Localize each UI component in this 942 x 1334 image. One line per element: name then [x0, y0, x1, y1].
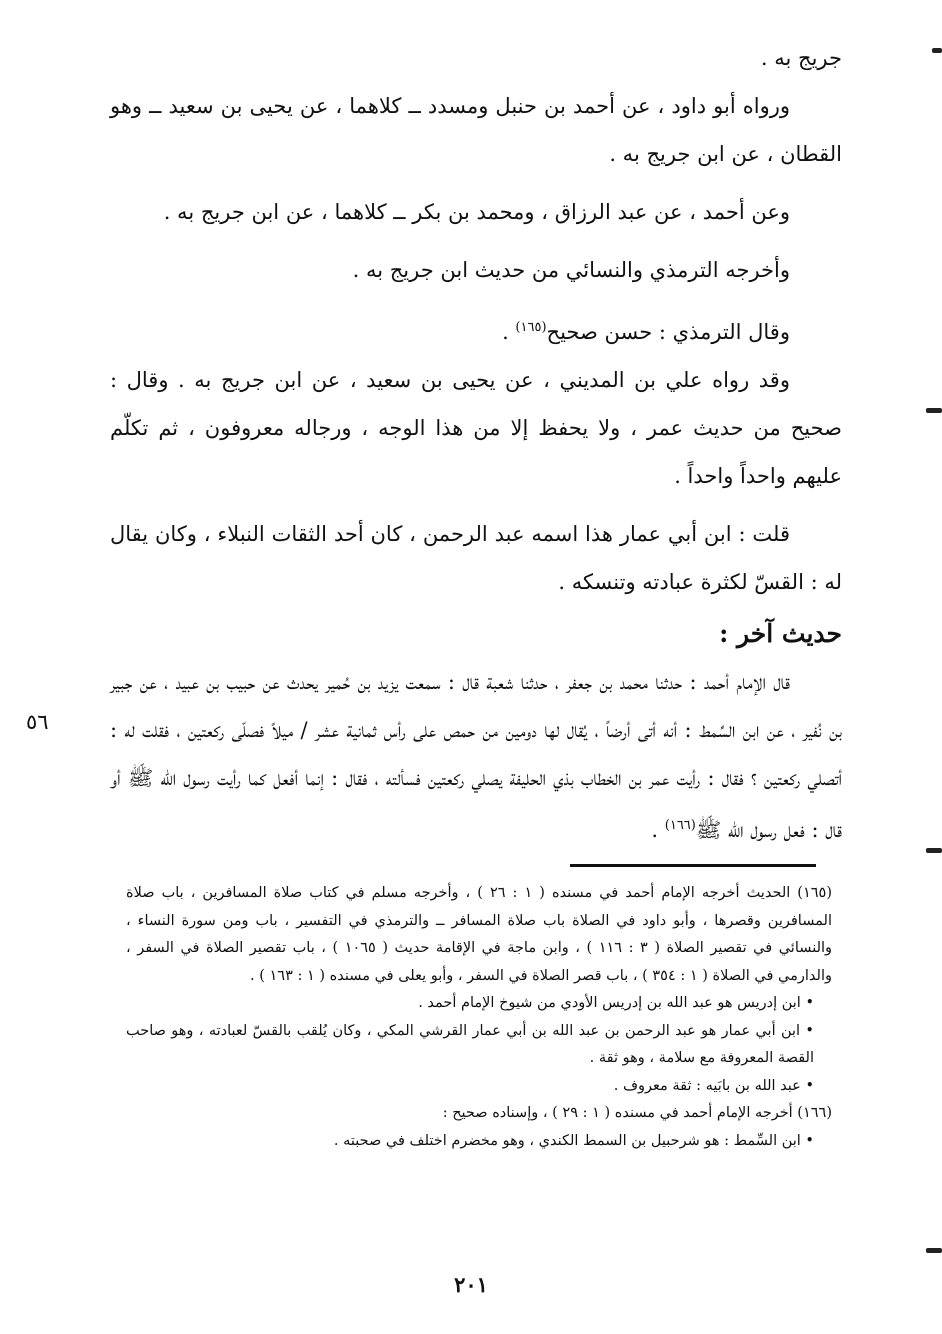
footnote-166: (١٦٦) أخرجه الإمام أحمد في مسنده ( ١ : ٢٩ ) ، وإسناده صحيح :: [442, 1105, 832, 1121]
paragraph-abu-dawud: ورواه أبو داود ، عن أحمد بن حنبل ومسدد ــ كلاهما ، عن يحيى بن سعيد ــ وهو القطان ، عن ابن جريج به .: [110, 94, 842, 166]
footnote-note-ibn-idris: • ابن إدريس هو عبد الله بن إدريس الأودي من شيوخ الإمام أحمد .: [418, 995, 814, 1011]
footnote-ref-165: (١٦٥): [515, 320, 547, 335]
scan-mark: [926, 1248, 942, 1253]
period: .: [651, 818, 665, 842]
footnote-note-abdullah-babayh: • عبد الله بن بابَيه : ثقة معروف .: [613, 1077, 814, 1094]
text-line-1: جريج به .: [760, 46, 842, 70]
paragraph-ahmad: وعن أحمد ، عن عبد الرزاق ، ومحمد بن بكر ــ كلاهما ، عن ابن جريج به .: [163, 200, 790, 224]
page-number: ٢٠١: [454, 1272, 488, 1297]
footnotes: [126, 880, 832, 1155]
section-title: حديث آخر :: [719, 619, 842, 648]
paragraph-ali-madini: وقد رواه علي بن المديني ، عن يحيى بن سعيد ، عن ابن جريج به . وقال : صحيح من حديث عمر ، ولا يحفظ إلا من هذا الوجه ، ورجاله معروفون ، ثم تكلّم عليهم واحداً واحداً .: [110, 368, 842, 488]
scan-mark: [926, 408, 942, 413]
hadith-text: قال الإمام أحمد : حدثنا محمد بن جعفر ، حدثنا شعبة قال : سمعت يزيد بن حُمير يحدث عن حبيب بن عبيد ، عن جبير بن نُفير ، عن ابن السِّمط : أنه أتى أرضاً ، يُقال لها دومين من حمص على رأس ثمانية عشر / ميلاً فصلّى ركعتين ، فقلت له : أتصلي ركعتين ؟ فقال : رأيت عمر بن الخطاب بذي الحليفة يصلي ركعتين فسألته ، فقال : إنما أفعل كما رأيت رسول الله ﷺ أو قال : فعل رسول الله ﷺ: [110, 670, 842, 842]
footnote-note-ibn-simt: • ابن السِّمط : هو شرحبيل بن السمط الكندي ، وهو مخضرم اختلف في صحبته .: [333, 1132, 814, 1149]
scan-mark: [932, 48, 942, 53]
footnote-separator: [570, 864, 816, 867]
period: .: [502, 320, 516, 344]
main-text: [110, 34, 842, 854]
margin-page-number: ٥٦: [26, 710, 49, 734]
footnote-note-ibn-abi-ammar: • ابن أبي عمار هو عبد الرحمن بن عبد الله بن أبي عمار القرشي المكي ، وكان يُلقب بالقسّ لعبادته ، وهو صاحب القصة المعروفة مع سلامة ، وهو ثقة .: [126, 1022, 814, 1066]
paragraph-tirmidhi-nasai: وأخرجه الترمذي والنسائي من حديث ابن جريج به .: [352, 258, 790, 282]
footnote-ref-166: (١٦٦): [664, 818, 696, 833]
footnote-165: (١٦٥) الحديث أخرجه الإمام أحمد في مسنده ( ١ : ٢٦ ) ، وأخرجه مسلم في كتاب صلاة المسافرين ، باب صلاة المسافرين وقصرها ، وأبو داود في الصلاة باب صلاة المسافر ــ والترمذي في التفسير ، باب ومن سورة النساء ، والنسائي في تقصير الصلاة ( ٣ : ١١٦ ) ، وابن ماجة في الإقامة حديث ( ١٠٦٥ ) ، باب تقصير الصلاة في السفر ، والدارمي في الصلاة ( ١ : ٣٥٤ ) ، باب قصر الصلاة في السفر ، وأبو يعلى في مسنده ( ١ : ١٦٣ ) .: [126, 885, 833, 984]
paragraph-tirmidhi-grade: [110, 304, 842, 356]
scan-mark: [926, 848, 942, 853]
grade-text: وقال الترمذي : حسن صحيح: [546, 320, 790, 344]
paragraph-qultu: قلت : ابن أبي عمار هذا اسمه عبد الرحمن ، كان أحد الثقات النبلاء ، وكان يقال له : القسّ لكثرة عبادته وتنسكه .: [110, 522, 842, 594]
paragraph-hadith: [110, 658, 842, 854]
